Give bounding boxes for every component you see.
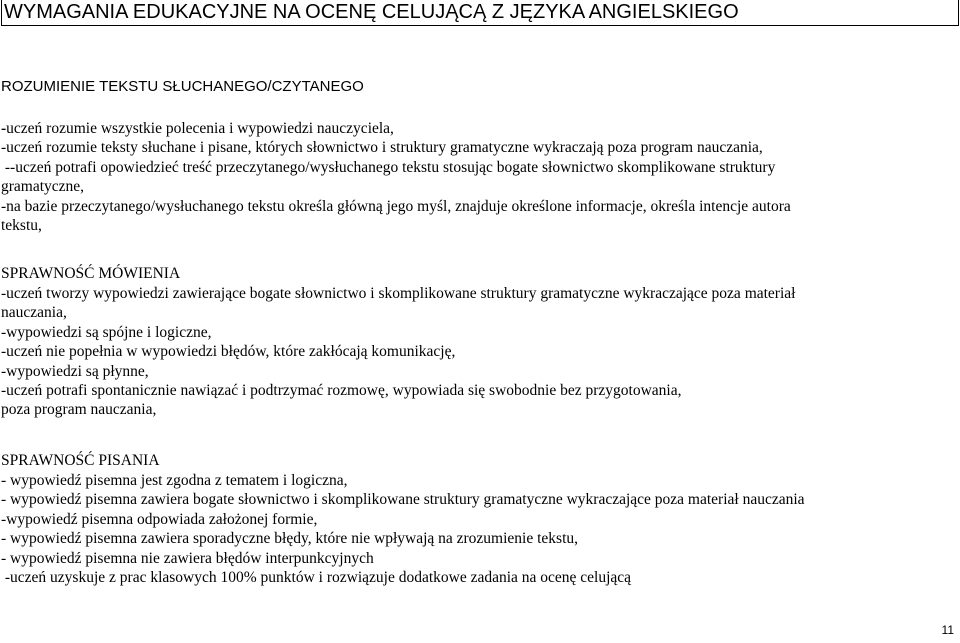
text-line: -uczeń potrafi spontanicznie nawiązać i podtrzymać rozmowę, wypowiada się swobodnie bez przygotowania, (1, 382, 682, 400)
section-body-reading (1, 119, 951, 235)
bold-dash: - (1, 120, 7, 137)
text-line: - wypowiedź pisemna zawiera sporadyczne błędy, które nie wpływają na zrozumienie tekstu, (1, 530, 579, 548)
section-heading-reading: ROZUMIENIE TEKSTU SŁUCHANEGO/CZYTANEGO (1, 78, 364, 95)
section-body-writing (1, 471, 951, 587)
text-line: - wypowiedź pisemna jest zgodna z tematem i logiczna, (1, 472, 348, 489)
text-line: -wypowiedź pisemna odpowiada założonej formie, (1, 510, 318, 528)
text-line: gramatyczne, (1, 178, 85, 196)
text-line (1, 119, 951, 138)
text-line: poza program nauczania, (1, 401, 157, 419)
text-line: - wypowiedź pisemna nie zawiera błędów interpunkcyjnych (1, 549, 374, 567)
text-line: -wypowiedzi są płynne, (1, 362, 149, 380)
text-line: -uczeń nie popełnia w wypowiedzi błędów, które zakłócają komunikację, (1, 343, 456, 361)
text-line: --uczeń potrafi opowiedzieć treść przeczytanego/wysłuchanego tekstu stosując bogate słownictwo skomplikowane struktury (1, 158, 776, 176)
text-line-content: uczeń rozumie wszystkie polecenia i wypowiedzi nauczyciela, (6, 120, 394, 137)
text-line: nauczania, (1, 304, 67, 322)
text-line: -wypowiedzi są spójne i logiczne, (1, 323, 212, 341)
text-line: tekstu, (1, 217, 42, 235)
text-line: - wypowiedź pisemna zawiera bogate słownictwo i skomplikowane struktury gramatyczne wykraczające poza materiał nauczania (1, 491, 805, 509)
text-line: -na bazie przeczytanego/wysłuchanego tekstu określa główną jego myśl, znajduje określone informacje, określa intencje autora (1, 197, 791, 215)
page-title: WYMAGANIA EDUKACYJNE NA OCENĘ CELUJĄCĄ Z JĘZYKA ANGIELSKIEGO (1, 0, 959, 26)
text-line: -uczeń tworzy wypowiedzi zawierające bogate słownictwo i skomplikowane struktury gramatyczne wykraczające poza materiał (1, 285, 796, 302)
section-heading-writing: SPRAWNOŚĆ PISANIA (1, 452, 160, 469)
text-line: -uczeń rozumie teksty słuchane i pisane, których słownictwo i struktury gramatyczne wykraczają poza program nauczania, (1, 139, 763, 157)
page-number: 11 (941, 623, 954, 637)
section-heading-speaking: SPRAWNOŚĆ MÓWIENIA (1, 265, 181, 282)
text-line: -uczeń uzyskuje z prac klasowych 100% punktów i rozwiązuje dodatkowe zadania na ocenę celującą (1, 569, 632, 587)
section-body-speaking (1, 284, 951, 420)
